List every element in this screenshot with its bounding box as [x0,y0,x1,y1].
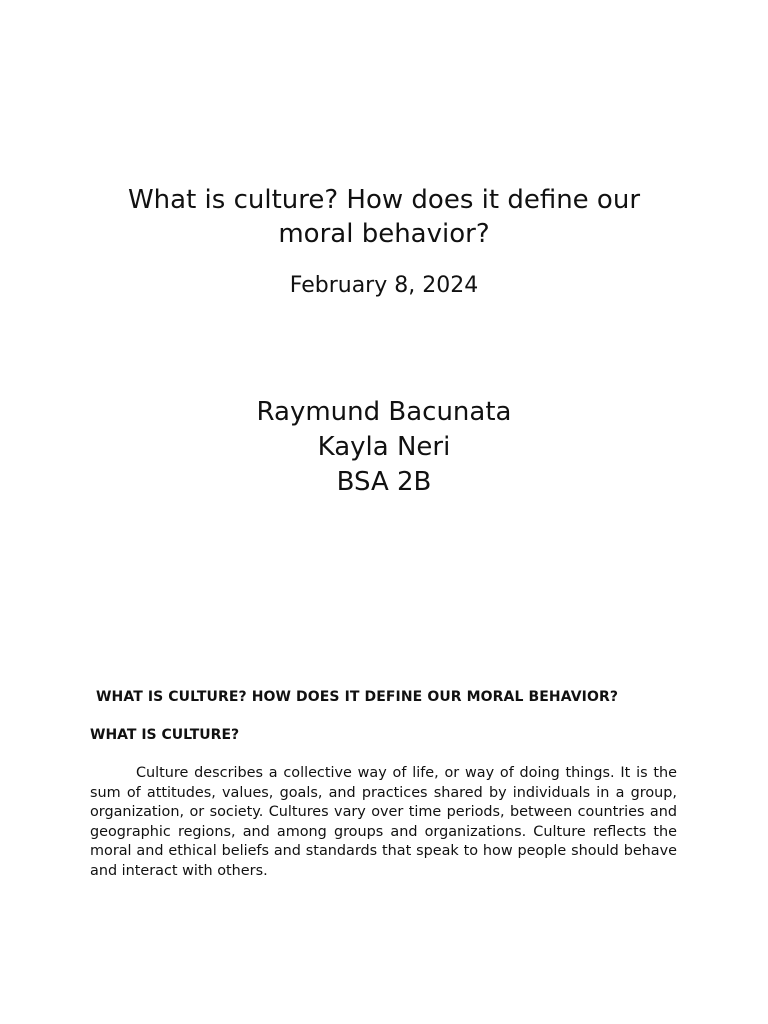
body-paragraph: Culture describes a collective way of life, or way of doing things. It is the sum of attitudes, values, goals, and practices shared by individuals in a group, organization, or society. Cultures vary over time periods, between countries and geographic regions, and among groups and organizations. Culture reflects the moral and ethical beliefs and standards that speak to how people should behave and interact with others. [90,765,677,879]
author-name: Kayla Neri [317,432,451,462]
document-date: February 8, 2024 [289,273,479,298]
document-title: What is culture? How does it define our moral behavior? [127,185,641,249]
author-block [0,395,768,500]
sub-heading: WHAT IS CULTURE? [90,727,240,743]
class-section: BSA 2B [336,467,432,497]
author-name: Raymund Bacunata [256,397,512,427]
section-heading: WHAT IS CULTURE? HOW DOES IT DEFINE OUR MORAL BEHAVIOR? [96,689,619,705]
